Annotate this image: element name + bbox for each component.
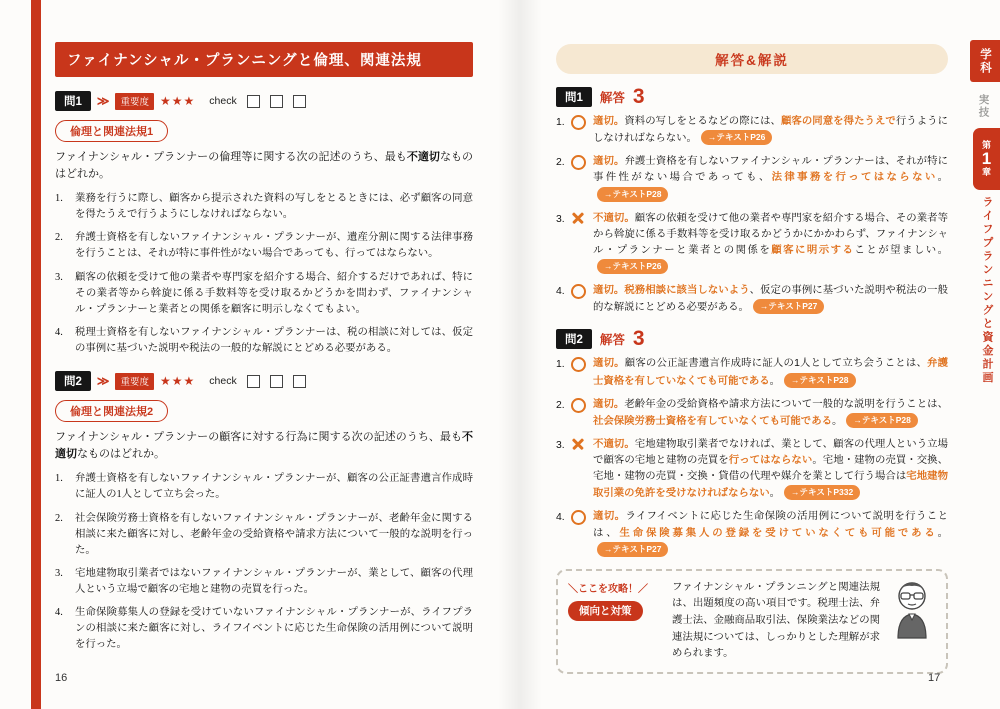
choice-number: 2.	[55, 232, 63, 244]
explanation-text: 不適切。宅地建物取引業者でなければ、業として、顧客の代理人という立場で顧客の宅地と建物の売買を行ってはならない。宅地・建物の売買・交換、宅地・建物の売買・交換・貸借の代理や媒介を業として行う場合は宅地建物取引業の免許を受けなければならない。 →テキストP332	[593, 438, 949, 500]
question-choice	[55, 471, 473, 503]
choice-number: 4.	[556, 286, 565, 298]
choice-text: 宅地建物取引業者ではないファイナンシャル・プランナーが、業として、顧客の代理人という立場で顧客の宅地と建物の売買を行った。	[75, 567, 473, 596]
choice-text: 弁護士資格を有しないファイナンシャル・プランナーが、顧客の公正証書遺言作成時に証人の1人として立ち会った。	[75, 473, 473, 501]
correct-mark-icon	[571, 509, 593, 558]
choice-text: 社会保険労務士資格を有しないファイナンシャル・プランナーが、老齢年金に関する相談に来た顧客に対し、老齢年金の受給資格や請求方法について一般的な説明を行った。	[75, 512, 473, 556]
explanation-text: 適切。老齢年金の受給資格や請求方法について一般的な説明を行うことは、社会保険労務士資格を有していなくても可能である。 →テキストP28	[593, 398, 949, 427]
check-label: check	[209, 375, 237, 388]
question-number-tag: 問2	[55, 371, 91, 391]
textbook-ref-tag: →テキストP332	[784, 485, 860, 500]
correct-mark-icon	[571, 397, 593, 430]
answer-explanation	[556, 283, 948, 316]
answer-explanation	[556, 437, 948, 503]
incorrect-mark-icon	[571, 437, 593, 503]
topic-pill: 倫理と関連法規2	[55, 400, 168, 422]
explanation-text: 不適切。顧客の依頼を受けて他の業者や専門家を紹介する場合、その業者等から斡旋に係る手数料等を受け取るかどうかにかかわらず、ファイナンシャル・プランナーと業者との関係を顧客に明示することが望ましい。→テキストP26	[593, 211, 948, 277]
answer-label: 解答	[599, 90, 625, 105]
choice-number: 1.	[55, 473, 63, 485]
answer-explanation	[556, 509, 948, 558]
question-choice	[55, 270, 473, 318]
answer-explanation	[556, 211, 948, 277]
correct-mark-icon	[571, 114, 593, 147]
chapter-1-tab	[973, 128, 1000, 190]
strategy-box	[556, 569, 948, 674]
textbook-ref-tag: →テキストP27	[753, 299, 824, 314]
textbook-ref-tag: →テキストP26	[701, 130, 772, 145]
question-choice	[55, 566, 473, 598]
check-box-icon	[247, 375, 260, 388]
chevron-icon: ≫	[96, 374, 110, 389]
choice-number: 1.	[556, 117, 565, 128]
chapter-prefix: 第	[981, 139, 991, 150]
choice-number: 3.	[556, 213, 565, 225]
correct-mark-icon	[571, 283, 593, 316]
question-choice	[55, 191, 473, 223]
choice-number: 2.	[55, 512, 63, 524]
choice-number: 1.	[55, 193, 63, 205]
textbook-ref-tag: →テキストP27	[597, 542, 668, 557]
chevron-icon: ≫	[96, 94, 110, 108]
tab-gakka-written-exam: 学科	[970, 40, 1000, 82]
page-number-left: 16	[55, 672, 68, 684]
importance-tag: 重要度	[115, 373, 154, 390]
answer-label: 解答	[599, 332, 625, 347]
choice-text: 業務を行うに際し、顧客から提示された資料の写しをとるときには、必ず顧客の同意を得たうえで行うようにしなければならない。	[75, 193, 473, 221]
choice-number: 3.	[556, 439, 565, 451]
check-box-icon	[270, 375, 283, 388]
answer-explanation	[556, 154, 948, 203]
explanation-text: 適切。資料の写しをとるなどの際には、顧客の同意を得たうえで行うようにしなければならない。 →テキストP26	[593, 116, 949, 145]
strategy-labels	[568, 580, 664, 621]
choice-number: 3.	[55, 271, 63, 283]
choice-number: 4.	[55, 607, 63, 619]
question-choice	[55, 511, 473, 559]
strategy-text: ファイナンシャル・プランニングと関連法規は、出題頻度の高い項目です。税理士法、弁護士法、金融商品取引法、保険業法などの関連法規については、しっかりとした理解が求められます。	[672, 581, 880, 660]
explanation-text: 適切。顧客の公正証書遺言作成時に証人の1人として立ち会うことは、弁護士資格を有していなくても可能である。 →テキストP28	[593, 358, 949, 387]
correct-mark-icon	[571, 154, 593, 203]
answer-explanation	[556, 114, 948, 147]
check-box-icon	[247, 95, 260, 108]
topic-pill: 倫理と関連法規1	[55, 120, 168, 142]
choice-number: 3.	[55, 567, 63, 579]
chapter-number: 1	[981, 149, 992, 169]
choice-text: 顧客の依頼を受けて他の業者や専門家を紹介する場合、紹介するだけであれば、特にその業者等から斡旋に係る手数料等を受け取るかどうかを問わず、ファイナンシャル・プランナーと業者との関係を顧客に明示しなくてもよい。	[75, 271, 473, 315]
importance-stars-icon: ★★★	[159, 374, 196, 389]
answer-explanation	[556, 397, 948, 430]
chapter-title-vertical: ライフプランニングと資金計画	[981, 196, 993, 385]
check-box-icon	[293, 95, 306, 108]
strategy-banner: ＼ここを攻略！／	[568, 583, 648, 595]
tab-jitsugi-practical-exam: 実技	[977, 93, 990, 119]
choice-number: 4.	[55, 326, 63, 338]
question-number-tag: 問1	[55, 91, 91, 111]
explanation-text: 適切。ライフイベントに応じた生命保険の活用例について説明を行うことは、生命保険募集人の登録を受けていなくても可能である。→テキストP27	[593, 509, 948, 558]
check-box-icon	[270, 95, 283, 108]
explanation-text: 適切。税務相談に該当しないよう、仮定の事例に基づいた説明や税法の一般的な解説にとどめる必要がある。 →テキストP27	[593, 285, 948, 314]
book-edge-strip	[31, 0, 41, 709]
question-lead: ファイナンシャル・プランナーの倫理等に関する次の記述のうち、最も不適切なものはどれか。	[55, 151, 474, 181]
section-title-banner: ファイナンシャル・プランニングと倫理、関連法規	[55, 42, 473, 77]
textbook-ref-tag: →テキストP28	[784, 373, 855, 388]
answers-header: 解答&解説	[556, 44, 948, 74]
answer-number: 3	[632, 85, 645, 108]
question-page	[55, 42, 473, 661]
teacher-mascot-illustration	[888, 580, 936, 647]
chapter-suffix: 章	[981, 166, 991, 177]
choice-text: 税理士資格を有しないファイナンシャル・プランナーは、税の相談に対しては、仮定の事例に基づいた説明や税法の一般的な解説にとどめる必要がある。	[75, 326, 473, 355]
check-box-icon	[293, 375, 306, 388]
choice-text: 弁護士資格を有しないファイナンシャル・プランナーが、遺産分割に関する法律事務を行うことは、それが特に事件性がない場合であっても、行ってはならない。	[75, 232, 473, 260]
incorrect-mark-icon	[571, 211, 593, 277]
question-number-tag: 問2	[556, 329, 592, 349]
textbook-ref-tag: →テキストP26	[597, 259, 668, 274]
question-choice	[55, 605, 473, 653]
question-number-tag: 問1	[556, 87, 592, 107]
explanation-text: 適切。弁護士資格を有しないファイナンシャル・プランナーは、それが特に事件性がない場合であっても、法律事務を行ってはならない。→テキストP28	[593, 154, 948, 203]
question-choice	[55, 325, 473, 357]
importance-stars-icon: ★★★	[159, 94, 196, 108]
choice-number: 2.	[556, 399, 565, 411]
answer-number: 3	[632, 327, 645, 351]
page-gutter	[498, 0, 542, 709]
answer-explanation	[556, 356, 948, 389]
page-number-right: 17	[928, 672, 941, 684]
answer-2-header	[556, 328, 948, 349]
question-1-header	[55, 91, 473, 111]
choice-number: 1.	[556, 359, 565, 371]
check-label: check	[209, 95, 237, 107]
choice-number: 2.	[556, 157, 565, 169]
answer-1-header	[556, 86, 948, 107]
choice-number: 4.	[556, 512, 565, 524]
textbook-ref-tag: →テキストP28	[846, 413, 917, 428]
question-choice	[55, 230, 473, 262]
answer-page	[556, 44, 948, 674]
correct-mark-icon	[571, 356, 593, 389]
question-2-header	[55, 371, 473, 391]
importance-tag: 重要度	[115, 93, 154, 110]
choice-text: 生命保険募集人の登録を受けていないファイナンシャル・プランナーが、ライフプランの相談に来た顧客に対し、ライフイベントに応じた生命保険の活用例について説明を行った。	[75, 607, 473, 651]
question-lead: ファイナンシャル・プランナーの顧客に対する行為に関する次の記述のうち、最も不適切なものはどれか。	[55, 431, 473, 461]
trend-measures-tag: 傾向と対策	[568, 601, 643, 621]
textbook-ref-tag: →テキストP28	[597, 187, 668, 202]
